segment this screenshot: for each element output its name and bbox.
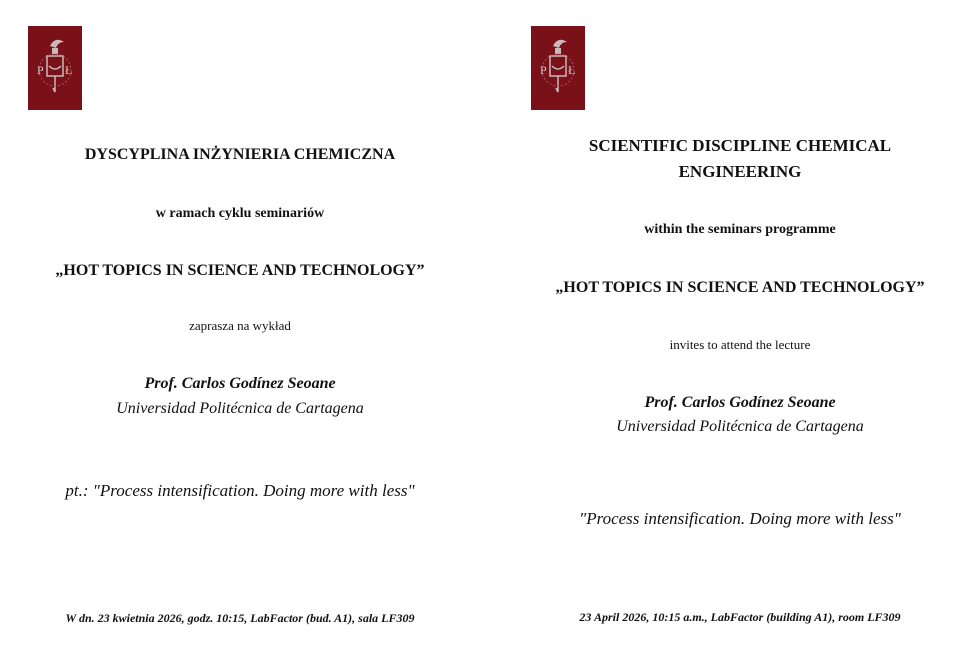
series-title: „HOT TOPICS IN SCIENCE AND TECHNOLOGY”	[555, 279, 925, 296]
speaker-affiliation: Universidad Politécnica de Cartagena	[116, 400, 364, 417]
series-title: „HOT TOPICS IN SCIENCE AND TECHNOLOGY”	[55, 262, 425, 279]
invitation-text: invites to attend the lecture	[669, 337, 811, 352]
invitation-text: zaprasza na wykład	[189, 318, 291, 333]
discipline-heading: DYSCYPLINA INŻYNIERIA CHEMICZNA	[84, 146, 396, 163]
university-logo	[28, 26, 82, 110]
svg-text:Ł: Ł	[568, 63, 576, 77]
svg-text:P: P	[540, 63, 547, 77]
lecture-title: "Process intensification. Doing more with less"	[579, 509, 901, 528]
lecture-title: pt.: "Process intensification. Doing more with less"	[65, 481, 415, 500]
series-intro: within the seminars programme	[644, 222, 836, 237]
speaker-name: Prof. Carlos Godínez Seoane	[144, 375, 336, 392]
date-location: W dn. 23 kwietnia 2026, godz. 10:15, LabFactor (bud. A1), sala LF309	[65, 611, 415, 625]
svg-text:P: P	[37, 63, 44, 77]
svg-text:Ł: Ł	[65, 63, 73, 77]
discipline-heading-line2: ENGINEERING	[678, 162, 802, 181]
series-intro: w ramach cyklu seminariów	[155, 206, 325, 221]
university-logo	[531, 26, 585, 110]
torch-emblem-icon	[28, 26, 82, 110]
torch-emblem-icon	[531, 26, 585, 110]
date-location: 23 April 2026, 10:15 a.m., LabFactor (building A1), room LF309	[579, 610, 901, 624]
speaker-affiliation: Universidad Politécnica de Cartagena	[616, 418, 864, 435]
speaker-name: Prof. Carlos Godínez Seoane	[644, 394, 836, 411]
discipline-heading-line1: SCIENTIFIC DISCIPLINE CHEMICAL	[588, 136, 892, 155]
